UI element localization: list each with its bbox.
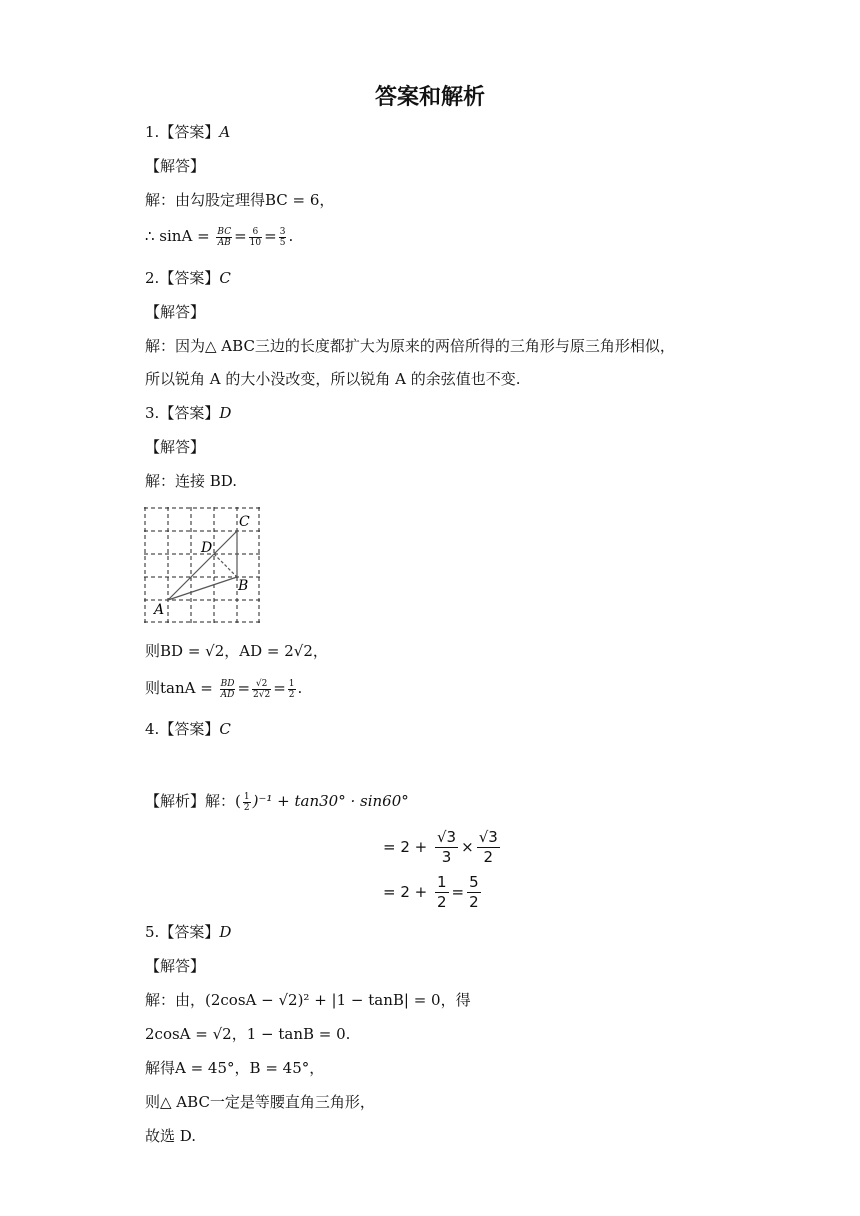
q5-line1: 解：由，(2cosA − √2)² + |1 − tanB| = 0，得 <box>145 991 471 1009</box>
q5-line5: 故选 D. <box>145 1127 197 1145</box>
q5-solution-tag: 【解答】 <box>145 957 206 975</box>
q5-answer: D <box>219 923 232 941</box>
times-sign: × <box>461 838 474 856</box>
label-c: C <box>239 514 250 530</box>
q2-answer: C <box>219 269 231 287</box>
q1-line1: 解：由勾股定理得BC = 6， <box>145 191 335 209</box>
q4-step2 <box>383 873 484 912</box>
label-a: A <box>154 602 165 618</box>
q4-answer: C <box>219 720 231 738</box>
q4-step2-frac2: $\frac{5}{2}$ <box>469 873 479 911</box>
q2-solution-tag: 【解答】 <box>145 303 206 321</box>
q2-number: 2. <box>145 269 160 287</box>
q3-number: 3. <box>145 404 160 422</box>
q2-line2: 所以锐角 A 的大小没改变，所以锐角 A 的余弦值也不变. <box>145 370 521 388</box>
q4-expression-suffix: )⁻¹ + tan30° · sin60° <box>252 792 409 810</box>
q1-answer: A <box>219 123 231 141</box>
q4-step2-prefix: = 2 + <box>383 883 428 901</box>
segment-ab <box>168 577 237 600</box>
q3-fraction-1-2: $\frac{1}{2}$ <box>288 678 295 700</box>
q2-line1: 解：因为△ ABC三边的长度都扩大为原来的两倍所得的三角形与原三角形相似， <box>145 337 675 355</box>
q4-number: 4. <box>145 720 160 738</box>
q1-fraction-bc-ab: $\frac{BC}{AB}$ <box>217 226 232 248</box>
q1-line2: ∴ sinA = $\frac{BC}{AB}$ = $\frac{6}{10}$ = $\frac{3}{5}$ . <box>145 226 294 248</box>
q1-answer-line <box>145 122 230 142</box>
q3-solution-tag: 【解答】 <box>145 438 206 456</box>
q4-line1 <box>145 791 409 813</box>
q4-answer-line <box>145 719 231 739</box>
q4-open-paren: 解：( <box>205 792 241 810</box>
q5-line3: 解得A = 45°，B = 45°， <box>145 1059 325 1077</box>
segment-bd <box>214 554 237 577</box>
equals-sign: = <box>451 883 465 901</box>
q5-line2: 2cosA = √2，1 − tanB = 0. <box>145 1025 351 1043</box>
answer-tag: 【答案】 <box>159 404 220 422</box>
q3-answer: D <box>219 404 232 422</box>
q4-fraction-1-2: $\frac{1}{2}$ <box>243 791 250 813</box>
q3-fraction-bd-ad: $\frac{BD}{AD}$ <box>220 678 235 700</box>
q4-step1-frac1: $\frac{√3}{3}$ <box>437 828 457 866</box>
page-title: 答案和解析 <box>374 85 485 110</box>
label-d: D <box>201 540 213 556</box>
q4-step1-prefix: = 2 + <box>383 838 428 856</box>
q3-line1: 解：连接 BD. <box>145 472 238 490</box>
q1-fraction-3-5: $\frac{3}{5}$ <box>279 226 286 248</box>
q3-answer-line <box>145 403 231 423</box>
q3-fraction-root2: $\frac{√2}{2√2}$ <box>253 678 271 700</box>
q4-step1 <box>383 828 503 867</box>
answer-tag: 【答案】 <box>159 720 220 738</box>
q4-step1-frac2: $\frac{√3}{2}$ <box>478 828 498 866</box>
label-b: B <box>238 578 249 594</box>
q5-number: 5. <box>145 923 160 941</box>
q1-solution-tag: 【解答】 <box>145 157 206 175</box>
q4-step2-frac1: $\frac{1}{2}$ <box>437 873 447 911</box>
answer-tag: 【答案】 <box>159 123 220 141</box>
q3-tan-prefix: 则tanA = <box>145 679 213 697</box>
q3-grid-figure <box>143 506 263 626</box>
q2-answer-line <box>145 268 231 288</box>
q1-sin-prefix: ∴ sinA = <box>145 227 210 245</box>
answer-tag: 【答案】 <box>159 269 220 287</box>
q1-fraction-6-10: $\frac{6}{10}$ <box>249 226 262 248</box>
q5-answer-line <box>145 922 231 942</box>
answer-tag: 【答案】 <box>159 923 220 941</box>
q1-number: 1. <box>145 123 160 141</box>
q3-line3: 则tanA = $\frac{BD}{AD}$ = $\frac{√2}{2√2}$ = $\frac{1}{2}$ . <box>145 678 303 700</box>
q3-line2: 则BD = √2，AD = 2√2， <box>145 642 328 660</box>
q5-line4: 则△ ABC一定是等腰直角三角形， <box>145 1093 375 1111</box>
analysis-tag: 【解析】 <box>145 792 206 810</box>
